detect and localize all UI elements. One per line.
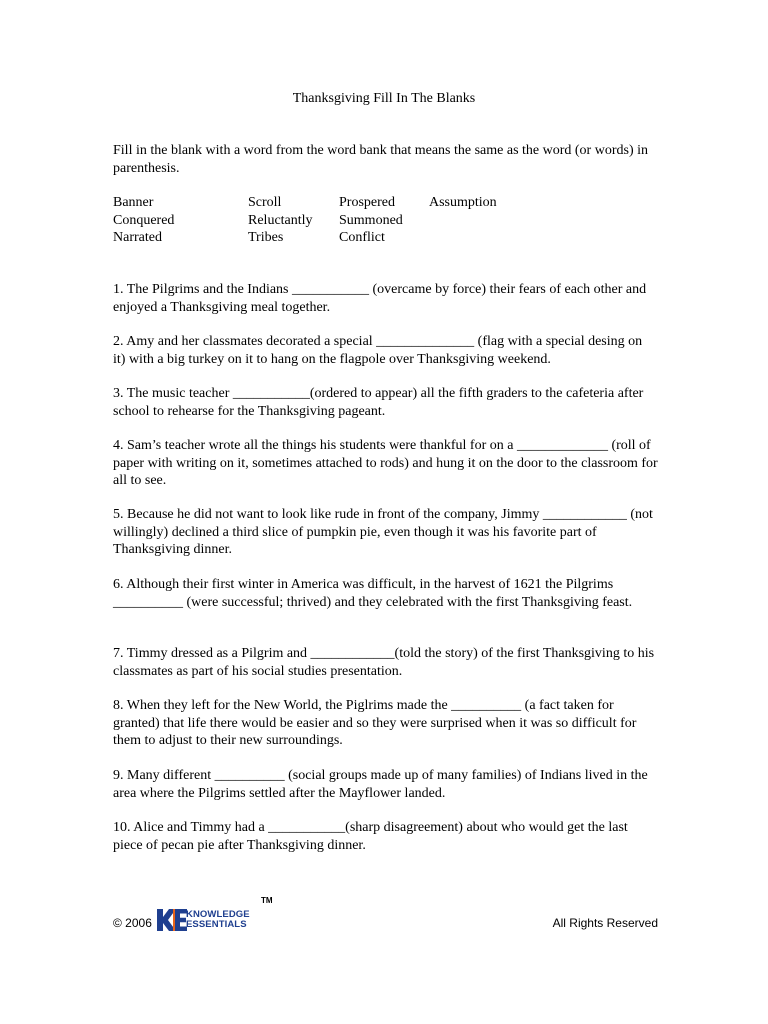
question-3: 3. The music teacher ___________(ordered to appear) all the fifth graders to the cafeteria after school to rehearse for the Thanksgiving pageant.	[113, 386, 644, 419]
trademark-mark: TM	[261, 896, 273, 905]
question-2: 2. Amy and her classmates decorated a special ______________ (flag with a special desing on it) with a big turkey on it to hang on the flagpole over Thanksgiving weekend.	[113, 334, 643, 367]
logo-line-1: KNOWLEDGE	[186, 909, 250, 920]
question-7: 7. Timmy dressed as a Pilgrim and ____________(told the story) of the first Thanksgiving to his classmates as part of his social studies presentation.	[113, 646, 655, 679]
question-4: 4. Sam’s teacher wrote all the things his students were thankful for on a _____________ (roll of paper with writing on it, sometimes attached to rods) and hung it on the door to the classroom for all to see.	[113, 438, 658, 488]
question-5: 5. Because he did not want to look like rude in front of the company, Jimmy ____________ (not willingly) declined a third slice of pumpkin pie, even though it was his favorite part of Thanksgiving dinner.	[113, 507, 653, 557]
word-bank-item: Conflict	[339, 230, 385, 245]
question-8: 8. When they left for the New World, the Piglrims made the __________ (a fact taken for granted) that life there would be easier and so they were surprised when it was so difficult for them to adjust to their new surroundings.	[113, 698, 637, 748]
word-bank-item: Assumption	[429, 195, 497, 210]
copyright-text: © 2006	[113, 916, 152, 930]
instructions: Fill in the blank with a word from the word bank that means the same as the word (or words) in parenthesis.	[113, 143, 648, 176]
question-10: 10. Alice and Timmy had a ___________(sharp disagreement) about who would get the last piece of pecan pie after Thanksgiving dinner.	[113, 820, 628, 853]
footer	[113, 895, 658, 935]
word-bank-item: Conquered	[113, 212, 175, 228]
word-bank	[113, 194, 633, 250]
knowledge-essentials-logo	[157, 896, 297, 932]
rights-text: All Rights Reserved	[552, 916, 658, 930]
logo-line-2: ESSENTIALS	[186, 919, 247, 930]
question-6: 6. Although their first winter in America was difficult, in the harvest of 1621 the Pilgrims __________ (were successful; thrived) and they celebrated with the first Thanksgiving feast.	[113, 577, 633, 610]
word-bank-item: Summoned	[339, 212, 403, 228]
word-bank-item: Reluctantly	[248, 212, 313, 228]
word-bank-item: Banner	[113, 195, 154, 210]
word-bank-item: Prospered	[339, 195, 395, 210]
word-bank-item: Tribes	[248, 230, 284, 245]
question-1: 1. The Pilgrims and the Indians ___________ (overcame by force) their fears of each other and enjoyed a Thanksgiving meal together.	[113, 282, 647, 315]
ke-logo-icon	[157, 909, 187, 931]
question-9: 9. Many different __________ (social groups made up of many families) of Indians lived in the area where the Pilgrims settled after the Mayflower landed.	[113, 768, 648, 801]
word-bank-item: Scroll	[248, 195, 282, 210]
worksheet-title: Thanksgiving Fill In The Blanks	[292, 91, 476, 106]
word-bank-item: Narrated	[113, 230, 162, 245]
